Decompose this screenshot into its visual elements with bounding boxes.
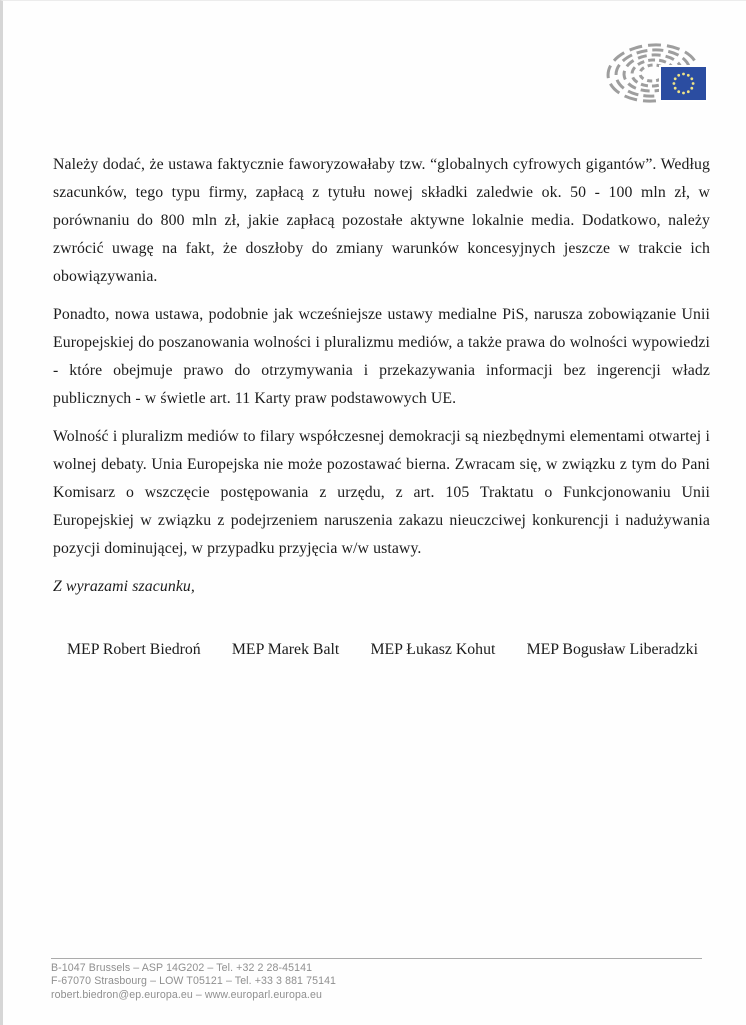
eu-flag [660, 66, 707, 101]
signature-row [53, 636, 710, 664]
signature-marek-balt: MEP Marek Balt [231, 641, 340, 658]
signature-lukasz-kohut: MEP Łukasz Kohut [370, 641, 496, 658]
footer-contact-email-web: robert.biedron@ep.europa.eu – www.europarl.europa.eu [51, 988, 322, 1001]
footer-address-strasbourg: F-67070 Strasbourg – LOW T05121 – Tel. +33 3 881 75141 [51, 975, 337, 988]
signature-boguslaw-liberadzki: MEP Bogusław Liberadzki [526, 641, 698, 658]
footer-address-brussels: B-1047 Brussels – ASP 14G202 – Tel. +32 2 28-45141 [51, 962, 313, 974]
paragraph-request-to-commissioner: Wolność i pluralizm mediów to filary współczesnej demokracji są niezbędnymi elementami otwartej i wolnej debaty. Unia Europejska nie może pozostawać bierna. Zwracam się, w związku z tym do Pani Komisarz o wszczęcie postępowania z urzędu, z art. 105 Traktatu o Funkcjonowaniu Unii Europejskiej w związku z podejrzeniem naruszenia zakazu nieuczciwej konkurencji i nadużywania pozycji dominującej, w przypadku przyjęcia w/w ustawy. [53, 428, 710, 557]
paragraph-law-favors-digital-giants: Należy dodać, że ustawa faktycznie faworyzowałaby tzw. “globalnych cyfrowych gigantów”. Według szacunków, tego typu firmy, zapłacą z tytułu nowej składki zaledwie ok. 50 - 100 mln zł, w porównaniu do 800 mln zł, jakie zapłacą pozostałe aktywne lokalnie media. Dodatkowo, należy zwrócić uwagę na fakt, że doszłoby do zmiany warunków koncesyjnych jeszcze w trakcie ich obowiązywania. [53, 156, 710, 285]
letterhead-footer [51, 958, 702, 1002]
signature-robert-biedron: MEP Robert Biedroń [67, 641, 201, 658]
letter-body [53, 151, 710, 664]
european-parliament-logo-icon [601, 39, 711, 109]
closing-salutation: Z wyrazami szacunku, [53, 578, 195, 595]
paragraph-eu-media-freedom-violation: Ponadto, nowa ustawa, podobnie jak wcześniejsze ustawy medialne PiS, narusza zobowiązanie Unii Europejskiej do poszanowania wolności i pluralizmu mediów, a także prawa do wolności wypowiedzi - które obejmuje prawo do otrzymywania i przekazywania informacji bez ingerencji władz publicznych - w świetle art. 11 Karty praw podstawowych UE. [53, 306, 710, 407]
footer-divider [51, 958, 702, 959]
